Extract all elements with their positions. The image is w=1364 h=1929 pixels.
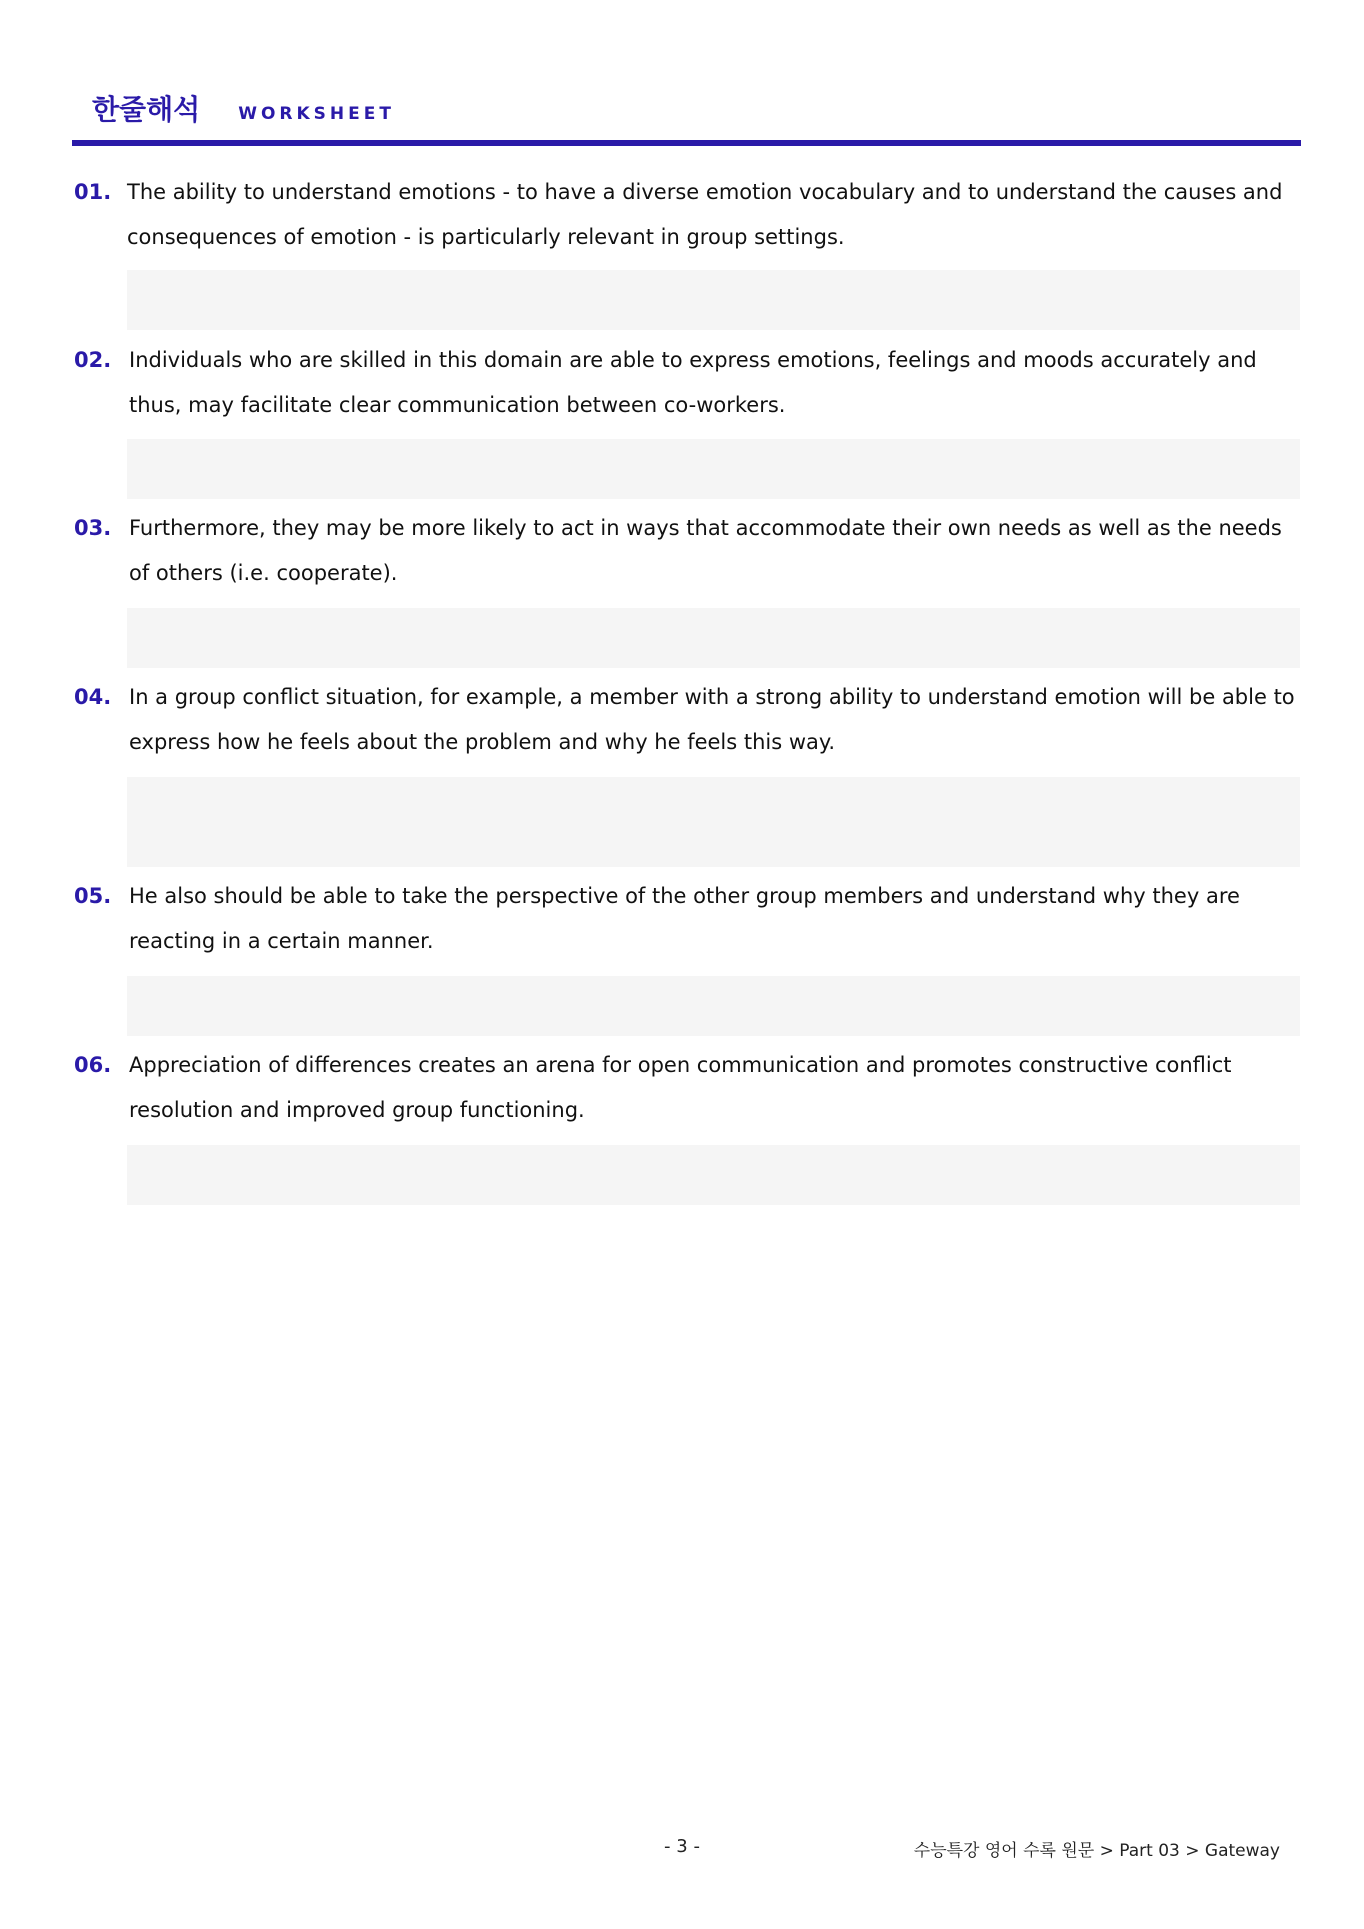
item-sentence: Individuals who are skilled in this domain are able to express emotions, feelings and moods accurately and thus, may facilitate clear communication between co-workers.	[129, 348, 1257, 417]
answer-box[interactable]	[127, 608, 1300, 668]
answer-box[interactable]	[127, 1145, 1300, 1205]
item-number: 02.	[74, 348, 112, 372]
source-breadcrumb: 수능특강 영어 수록 원문 > Part 03 > Gateway	[913, 1841, 1280, 1861]
answer-box[interactable]	[127, 976, 1300, 1036]
item-number: 04.	[74, 685, 112, 709]
item-sentence: The ability to understand emotions - to have a diverse emotion vocabulary and to understand the causes and consequences of emotion - is particularly relevant in group settings.	[127, 180, 1283, 249]
header-divider	[72, 140, 1301, 146]
page-subtitle: WORKSHEET	[238, 104, 395, 124]
answer-box[interactable]	[127, 439, 1300, 499]
answer-box[interactable]	[127, 777, 1300, 867]
page-number: - 3 -	[664, 1836, 700, 1857]
answer-box[interactable]	[127, 270, 1300, 330]
page-title: 한줄해석	[92, 93, 201, 126]
item-number: 03.	[74, 516, 112, 540]
item-number: 06.	[74, 1053, 112, 1077]
item-sentence: Appreciation of differences creates an arena for open communication and promotes constructive conflict resolution and improved group functioning.	[129, 1053, 1232, 1122]
item-number: 01.	[74, 180, 112, 204]
item-number: 05.	[74, 884, 112, 908]
item-sentence: He also should be able to take the perspective of the other group members and understand why they are reacting in a certain manner.	[129, 884, 1240, 953]
item-sentence: Furthermore, they may be more likely to act in ways that accommodate their own needs as well as the needs of others (i.e. cooperate).	[129, 516, 1282, 585]
item-sentence: In a group conflict situation, for example, a member with a strong ability to understand emotion will be able to express how he feels about the problem and why he feels this way.	[129, 685, 1295, 754]
page-header	[92, 88, 395, 128]
